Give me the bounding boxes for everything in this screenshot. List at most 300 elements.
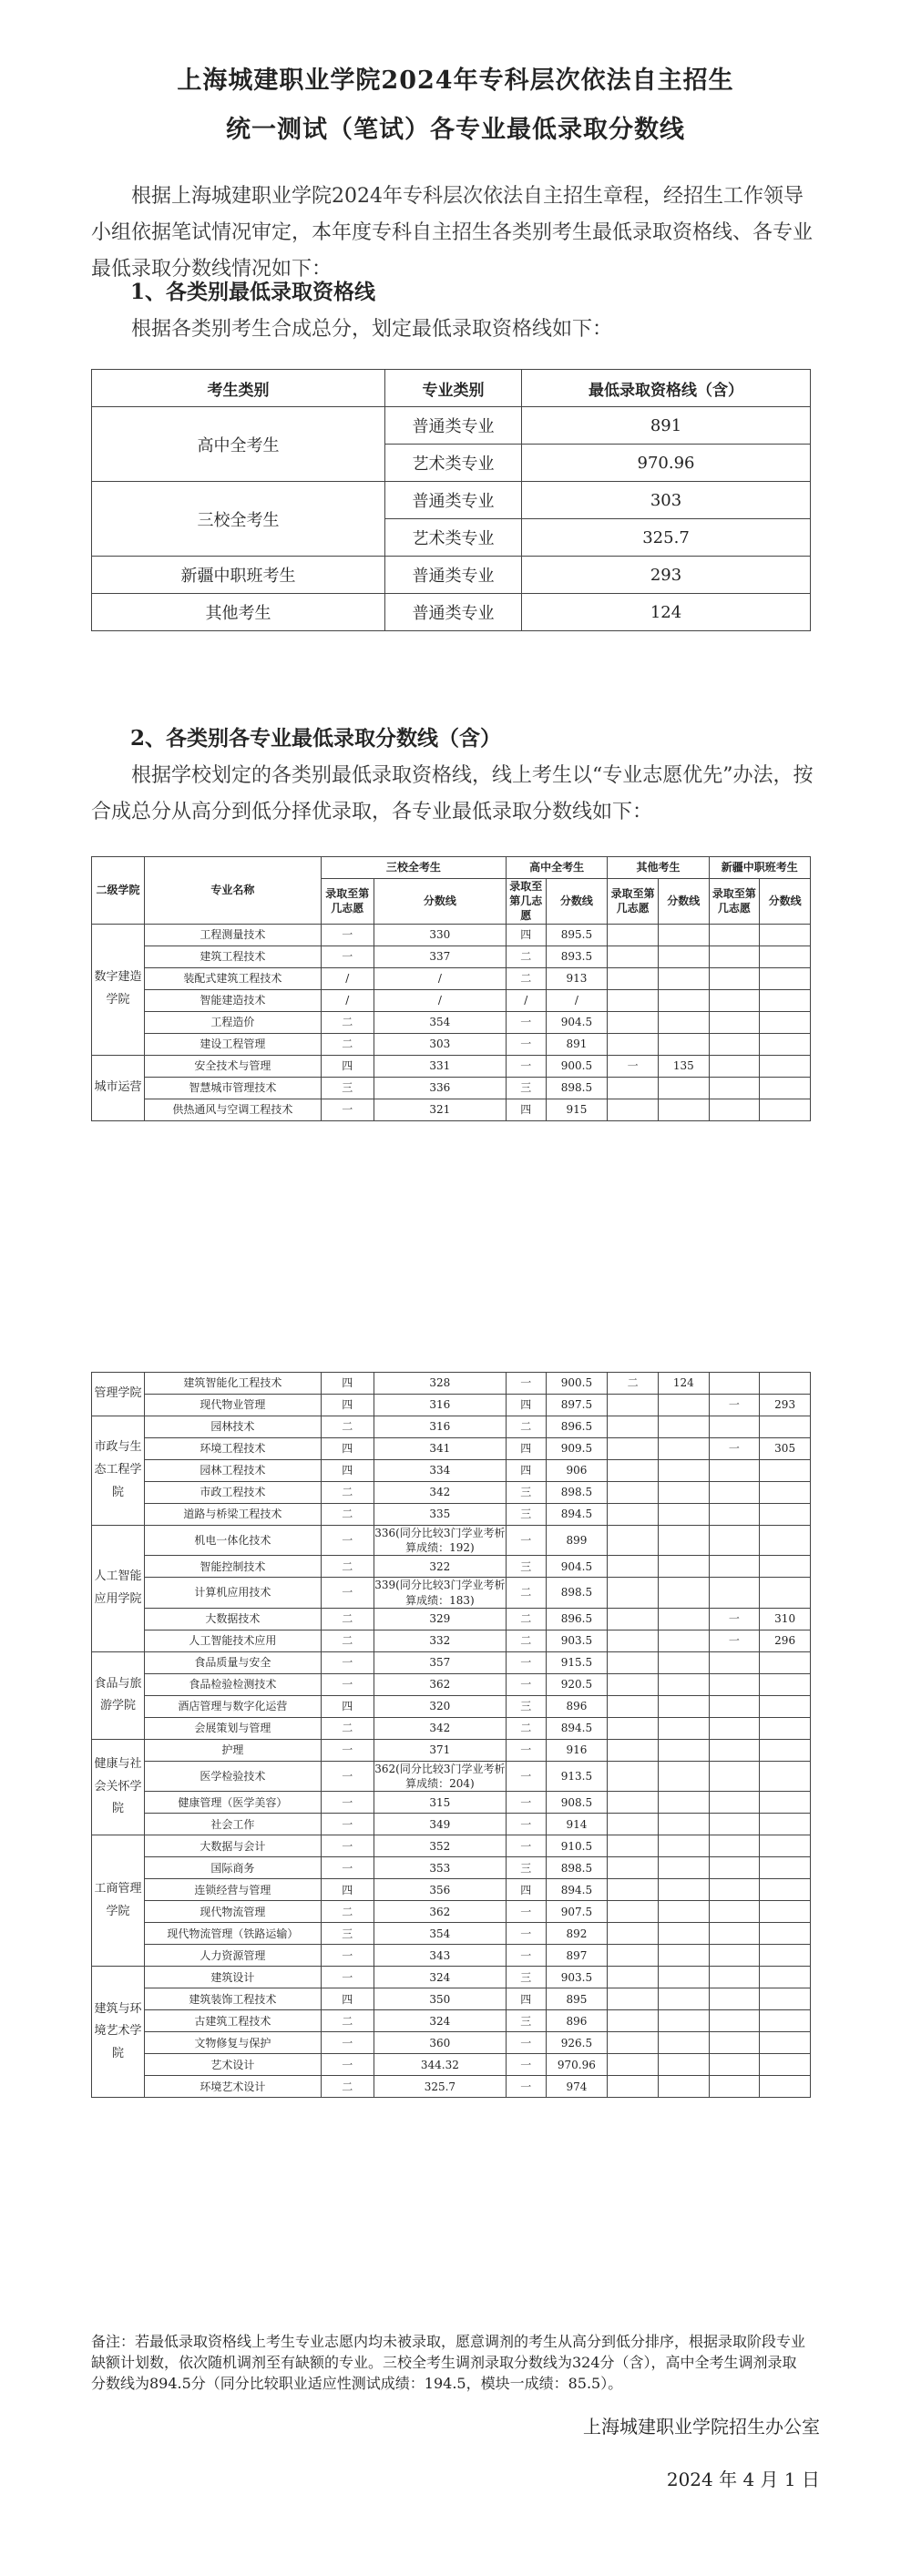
major-name-cell: 道路与桥梁工程技术	[145, 1504, 322, 1526]
gaozhong-rank-cell: 三	[506, 1556, 546, 1578]
header-xinjiang: 新疆中职班考生	[709, 857, 810, 879]
xinjiang-rank-cell	[709, 2054, 760, 2076]
xinjiang-rank-cell: 一	[709, 1630, 760, 1651]
gaozhong-rank-cell: 二	[506, 1578, 546, 1608]
qita-score-cell	[658, 1761, 709, 1791]
xinjiang-score-cell	[760, 1077, 811, 1099]
major-name-cell: 健康管理（医学美容）	[145, 1792, 322, 1814]
gaozhong-score-cell: 898.5	[546, 1077, 608, 1099]
qita-rank-cell	[608, 967, 659, 989]
qita-rank-cell	[608, 1460, 659, 1482]
gaozhong-rank-cell: 四	[506, 924, 546, 946]
xinjiang-score-cell	[760, 989, 811, 1011]
header-gaozhong: 高中全考生	[506, 857, 607, 879]
major-name-cell: 护理	[145, 1739, 322, 1761]
sanxiao-rank-cell: 一	[321, 1526, 374, 1556]
header-min-score: 最低录取资格线（含）	[522, 370, 811, 407]
sanxiao-score-cell: 352	[374, 1835, 506, 1857]
qita-score-cell	[658, 1945, 709, 1967]
qita-score-cell: 135	[658, 1055, 709, 1077]
table-row	[92, 2076, 811, 2098]
qita-rank-cell	[608, 1945, 659, 1967]
qita-score-cell	[658, 1608, 709, 1630]
xinjiang-score-cell	[760, 1695, 811, 1717]
college-cell: 人工智能应用学院	[92, 1526, 145, 1652]
header-sanxiao: 三校全考生	[321, 857, 506, 879]
sanxiao-score-cell: 339(同分比较3门学业考析算成绩：183)	[374, 1579, 506, 1607]
xinjiang-score-cell	[760, 1901, 811, 1923]
table-row	[92, 594, 811, 631]
table-row	[92, 1673, 811, 1695]
gaozhong-rank-cell: 四	[506, 1395, 546, 1416]
table-row	[92, 1395, 811, 1416]
qita-score-cell	[658, 1556, 709, 1578]
qita-rank-cell	[608, 1438, 659, 1460]
header-college: 二级学院	[92, 857, 145, 925]
table-row	[92, 1651, 811, 1673]
major-name-cell: 建筑装饰工程技术	[145, 1988, 322, 2010]
major-name-cell: 现代物流管理（铁路运输）	[145, 1923, 322, 1945]
major-score-table-part1	[91, 856, 811, 1121]
gaozhong-rank-cell: 一	[506, 1814, 546, 1835]
table-row	[92, 1945, 811, 1967]
sanxiao-rank-cell: 二	[321, 1482, 374, 1504]
xinjiang-score-cell	[760, 967, 811, 989]
xinjiang-score-cell: 296	[760, 1630, 811, 1651]
qita-score-cell	[658, 1739, 709, 1761]
table-row	[92, 1835, 811, 1857]
intro-paragraph: 根据上海城建职业学院2024年专科层次依法自主招生章程，经招生工作领导小组依据笔试情况审定，本年度专科自主招生各类别考生最低录取资格线、各专业最低录取分数线情况如下：	[91, 185, 814, 281]
major-name-cell: 建筑智能化工程技术	[145, 1373, 322, 1395]
xinjiang-rank-cell	[709, 1695, 760, 1717]
qita-score-cell	[658, 2010, 709, 2032]
college-cell: 健康与社会关怀学院	[92, 1739, 145, 1835]
sanxiao-rank-cell: /	[321, 967, 374, 989]
table-row	[92, 1695, 811, 1717]
category-cell: 其他考生	[92, 594, 385, 631]
xinjiang-rank-cell	[709, 1373, 760, 1395]
major-name-cell: 建筑工程技术	[145, 946, 322, 967]
xinjiang-score-cell	[760, 1651, 811, 1673]
sanxiao-rank-cell: 二	[321, 1504, 374, 1526]
sanxiao-rank-cell: 一	[321, 1673, 374, 1695]
xinjiang-score-cell: 293	[760, 1395, 811, 1416]
xinjiang-rank-cell: 一	[709, 1438, 760, 1460]
qita-score-cell	[658, 1792, 709, 1814]
qita-score-cell	[658, 1857, 709, 1879]
sanxiao-rank-cell: 一	[321, 1857, 374, 1879]
gaozhong-rank-cell: 一	[506, 1526, 546, 1556]
table-row	[92, 1416, 811, 1438]
score-cell: 124	[522, 594, 811, 631]
gaozhong-score-cell: 910.5	[546, 1835, 608, 1857]
qita-score-cell	[658, 1651, 709, 1673]
sanxiao-score-cell: 344.32	[374, 2054, 506, 2076]
gaozhong-rank-cell: 四	[506, 1099, 546, 1120]
sanxiao-score-cell: 328	[374, 1373, 506, 1395]
table-row	[92, 1556, 811, 1578]
xinjiang-rank-cell	[709, 1857, 760, 1879]
table-row	[92, 1011, 811, 1033]
category-cell: 高中全考生	[92, 407, 385, 482]
gaozhong-rank-cell: 一	[506, 2054, 546, 2076]
qita-rank-cell	[608, 1967, 659, 1988]
qita-score-cell	[658, 1814, 709, 1835]
table-row	[92, 1033, 811, 1055]
xinjiang-rank-cell	[709, 1578, 760, 1608]
header-category: 考生类别	[92, 370, 385, 407]
major-name-cell: 大数据与会计	[145, 1835, 322, 1857]
xinjiang-score-cell	[760, 1857, 811, 1879]
sanxiao-rank-cell: 四	[321, 1055, 374, 1077]
sanxiao-rank-cell: 一	[321, 946, 374, 967]
xinjiang-rank-cell	[709, 1945, 760, 1967]
sanxiao-rank-cell: 二	[321, 1608, 374, 1630]
xinjiang-score-cell	[760, 1814, 811, 1835]
major-name-cell: 人工智能技术应用	[145, 1630, 322, 1651]
qita-score-cell	[658, 1395, 709, 1416]
sanxiao-rank-cell: 一	[321, 2054, 374, 2076]
qita-score-cell	[658, 1879, 709, 1901]
xinjiang-rank-cell	[709, 1792, 760, 1814]
sanxiao-rank-cell: 一	[321, 1578, 374, 1608]
gaozhong-score-cell: /	[546, 989, 608, 1011]
gaozhong-rank-cell: 三	[506, 1504, 546, 1526]
qita-score-cell	[658, 1901, 709, 1923]
gaozhong-rank-cell: 四	[506, 1460, 546, 1482]
gaozhong-rank-cell: 一	[506, 1761, 546, 1791]
xinjiang-rank-cell	[709, 989, 760, 1011]
gaozhong-rank-cell: 二	[506, 1608, 546, 1630]
header-major-type: 专业类别	[385, 370, 522, 407]
xinjiang-rank-cell: 一	[709, 1395, 760, 1416]
sanxiao-rank-cell: 二	[321, 1717, 374, 1739]
major-name-cell: 智能建造技术	[145, 989, 322, 1011]
qita-rank-cell	[608, 1835, 659, 1857]
xinjiang-rank-cell	[709, 967, 760, 989]
xinjiang-score-cell	[760, 1923, 811, 1945]
qita-rank-cell	[608, 1099, 659, 1120]
qita-score-cell	[658, 1460, 709, 1482]
table-row	[92, 1717, 811, 1739]
score-cell: 293	[522, 557, 811, 594]
sanxiao-score-cell: 324	[374, 2010, 506, 2032]
gaozhong-score-cell: 894.5	[546, 1717, 608, 1739]
sanxiao-rank-cell: 二	[321, 1033, 374, 1055]
header-score: 分数线	[374, 879, 506, 925]
sanxiao-score-cell: 354	[374, 1011, 506, 1033]
major-name-cell: 智慧城市管理技术	[145, 1077, 322, 1099]
table-row	[92, 1099, 811, 1120]
gaozhong-score-cell: 894.5	[546, 1879, 608, 1901]
major-name-cell: 文物修复与保护	[145, 2032, 322, 2054]
major-name-cell: 医学检验技术	[145, 1761, 322, 1791]
table-row	[92, 924, 811, 946]
xinjiang-score-cell	[760, 1988, 811, 2010]
sanxiao-score-cell: 316	[374, 1416, 506, 1438]
xinjiang-rank-cell	[709, 1673, 760, 1695]
qita-score-cell	[658, 1695, 709, 1717]
gaozhong-rank-cell: 一	[506, 1835, 546, 1857]
xinjiang-rank-cell	[709, 946, 760, 967]
major-type-cell: 艺术类专业	[385, 445, 522, 482]
xinjiang-rank-cell	[709, 1835, 760, 1857]
xinjiang-score-cell	[760, 1526, 811, 1556]
major-name-cell: 食品检验检测技术	[145, 1673, 322, 1695]
xinjiang-rank-cell	[709, 1761, 760, 1791]
gaozhong-score-cell: 893.5	[546, 946, 608, 967]
qita-score-cell	[658, 1673, 709, 1695]
section2-lead: 根据学校划定的各类别最低录取资格线，线上考生以“专业志愿优先”办法，按合成总分从高分到低分择优录取，各专业最低录取分数线如下：	[91, 764, 814, 823]
table-row	[92, 1879, 811, 1901]
qita-score-cell	[658, 1630, 709, 1651]
qita-rank-cell	[608, 924, 659, 946]
gaozhong-score-cell: 900.5	[546, 1373, 608, 1395]
major-name-cell: 工程造价	[145, 1011, 322, 1033]
sanxiao-score-cell: 341	[374, 1438, 506, 1460]
qita-rank-cell	[608, 1556, 659, 1578]
qita-rank-cell	[608, 946, 659, 967]
xinjiang-rank-cell	[709, 1482, 760, 1504]
gaozhong-score-cell: 897.5	[546, 1395, 608, 1416]
major-name-cell: 供热通风与空调工程技术	[145, 1099, 322, 1120]
sanxiao-rank-cell: 一	[321, 2032, 374, 2054]
gaozhong-score-cell: 899	[546, 1526, 608, 1556]
qita-score-cell	[658, 1988, 709, 2010]
sanxiao-rank-cell: 三	[321, 1077, 374, 1099]
sanxiao-rank-cell: 四	[321, 1395, 374, 1416]
xinjiang-score-cell	[760, 1033, 811, 1055]
qita-rank-cell	[608, 1077, 659, 1099]
qita-rank-cell	[608, 2010, 659, 2032]
qita-rank-cell	[608, 1416, 659, 1438]
sanxiao-rank-cell: 一	[321, 1835, 374, 1857]
qita-rank-cell	[608, 2032, 659, 2054]
gaozhong-score-cell: 896	[546, 1695, 608, 1717]
major-type-cell: 普通类专业	[385, 557, 522, 594]
gaozhong-score-cell: 915	[546, 1099, 608, 1120]
qita-rank-cell	[608, 1814, 659, 1835]
major-type-cell: 普通类专业	[385, 594, 522, 631]
table-row	[92, 1923, 811, 1945]
table-row	[92, 1460, 811, 1482]
xinjiang-rank-cell	[709, 2076, 760, 2098]
sanxiao-rank-cell: 一	[321, 1761, 374, 1791]
gaozhong-rank-cell: 三	[506, 2010, 546, 2032]
sanxiao-rank-cell: 二	[321, 1901, 374, 1923]
sanxiao-score-cell: 362	[374, 1901, 506, 1923]
xinjiang-score-cell	[760, 1099, 811, 1120]
xinjiang-rank-cell	[709, 1923, 760, 1945]
sanxiao-score-cell: 324	[374, 1967, 506, 1988]
xinjiang-rank-cell	[709, 2032, 760, 2054]
gaozhong-score-cell: 903.5	[546, 1967, 608, 1988]
gaozhong-score-cell: 913.5	[546, 1761, 608, 1791]
qita-score-cell	[658, 1438, 709, 1460]
note: 备注：若最低录取资格线上考生专业志愿内均未被录取，愿意调剂的考生从高分到低分排序，根据录取阶段专业缺额计划数，依次随机调剂至有缺额的专业。三校全考生调剂录取分数线为324分（含），高中全考生调剂录取分数线为894.5分（同分比较职业适应性测试成绩：194.5，模块一成绩：85.5）。	[91, 2333, 806, 2392]
xinjiang-score-cell	[760, 1967, 811, 1988]
xinjiang-rank-cell	[709, 1504, 760, 1526]
qita-score-cell	[658, 946, 709, 967]
qita-score-cell	[658, 1835, 709, 1857]
sanxiao-rank-cell: 四	[321, 1460, 374, 1482]
major-name-cell: 机电一体化技术	[145, 1526, 322, 1556]
sanxiao-rank-cell: 二	[321, 2076, 374, 2098]
sanxiao-rank-cell: 四	[321, 1373, 374, 1395]
sanxiao-score-cell: 303	[374, 1033, 506, 1055]
xinjiang-score-cell	[760, 2076, 811, 2098]
xinjiang-score-cell	[760, 1673, 811, 1695]
xinjiang-rank-cell: 一	[709, 1608, 760, 1630]
xinjiang-rank-cell	[709, 1416, 760, 1438]
xinjiang-score-cell	[760, 1504, 811, 1526]
sanxiao-rank-cell: 一	[321, 1651, 374, 1673]
xinjiang-rank-cell	[709, 1967, 760, 1988]
qita-score-cell	[658, 1033, 709, 1055]
qita-rank-cell: 二	[608, 1373, 659, 1395]
xinjiang-score-cell	[760, 2032, 811, 2054]
major-name-cell: 国际商务	[145, 1857, 322, 1879]
major-type-cell: 普通类专业	[385, 407, 522, 445]
gaozhong-rank-cell: 二	[506, 1416, 546, 1438]
table-row	[92, 967, 811, 989]
gaozhong-rank-cell: 一	[506, 1651, 546, 1673]
sanxiao-rank-cell: 四	[321, 1879, 374, 1901]
xinjiang-score-cell	[760, 1739, 811, 1761]
qita-rank-cell	[608, 1923, 659, 1945]
gaozhong-rank-cell: /	[506, 989, 546, 1011]
xinjiang-rank-cell	[709, 1556, 760, 1578]
qita-score-cell	[658, 1011, 709, 1033]
qita-rank-cell	[608, 2054, 659, 2076]
gaozhong-score-cell: 920.5	[546, 1673, 608, 1695]
gaozhong-score-cell: 891	[546, 1033, 608, 1055]
major-name-cell: 环境工程技术	[145, 1438, 322, 1460]
sanxiao-rank-cell: 四	[321, 1988, 374, 2010]
gaozhong-rank-cell: 一	[506, 1792, 546, 1814]
sanxiao-rank-cell: 四	[321, 1695, 374, 1717]
table-row	[92, 1482, 811, 1504]
table-row	[92, 1967, 811, 1988]
gaozhong-rank-cell: 一	[506, 2032, 546, 2054]
sanxiao-score-cell: 325.7	[374, 2076, 506, 2098]
signature-org: 上海城建职业学院招生办公室	[583, 2416, 820, 2438]
xinjiang-score-cell	[760, 1578, 811, 1608]
sanxiao-score-cell: 342	[374, 1482, 506, 1504]
college-cell: 市政与生态工程学院	[92, 1416, 145, 1526]
gaozhong-rank-cell: 二	[506, 1630, 546, 1651]
qita-rank-cell	[608, 1011, 659, 1033]
qita-score-cell	[658, 924, 709, 946]
xinjiang-score-cell: 305	[760, 1438, 811, 1460]
table-row	[92, 946, 811, 967]
sanxiao-score-cell: /	[374, 989, 506, 1011]
header-rank: 录取至第几志愿	[321, 879, 374, 925]
table-row	[92, 1761, 811, 1791]
qita-rank-cell	[608, 1630, 659, 1651]
xinjiang-rank-cell	[709, 1055, 760, 1077]
gaozhong-score-cell: 974	[546, 2076, 608, 2098]
xinjiang-rank-cell	[709, 1011, 760, 1033]
gaozhong-score-cell: 909.5	[546, 1438, 608, 1460]
table-row	[92, 557, 811, 594]
table-row	[92, 1630, 811, 1651]
sanxiao-score-cell: 335	[374, 1504, 506, 1526]
qita-score-cell	[658, 1923, 709, 1945]
major-type-cell: 普通类专业	[385, 482, 522, 519]
qita-score-cell	[658, 1526, 709, 1556]
gaozhong-score-cell: 900.5	[546, 1055, 608, 1077]
sanxiao-rank-cell: 一	[321, 924, 374, 946]
college-cell: 数字建造学院	[92, 924, 145, 1055]
qita-rank-cell	[608, 989, 659, 1011]
gaozhong-score-cell: 915.5	[546, 1651, 608, 1673]
major-name-cell: 工程测量技术	[145, 924, 322, 946]
page-title-line2: 统一测试（笔试）各专业最低录取分数线	[226, 116, 685, 144]
gaozhong-rank-cell: 一	[506, 1011, 546, 1033]
xinjiang-rank-cell	[709, 1033, 760, 1055]
table-row	[92, 1055, 811, 1077]
major-name-cell: 现代物业管理	[145, 1395, 322, 1416]
qita-rank-cell	[608, 2076, 659, 2098]
sanxiao-rank-cell: 一	[321, 1967, 374, 1988]
sanxiao-score-cell: 336	[374, 1077, 506, 1099]
sanxiao-rank-cell: 一	[321, 1739, 374, 1761]
gaozhong-rank-cell: 一	[506, 1055, 546, 1077]
gaozhong-rank-cell: 四	[506, 1879, 546, 1901]
table-row	[92, 1792, 811, 1814]
qualification-table	[91, 369, 811, 631]
gaozhong-rank-cell: 一	[506, 1739, 546, 1761]
sanxiao-rank-cell: 二	[321, 1556, 374, 1578]
sanxiao-rank-cell: 一	[321, 1814, 374, 1835]
page-title-line1: 上海城建职业学院2024年专科层次依法自主招生	[177, 66, 734, 95]
header-rank: 录取至第几志愿	[709, 879, 760, 925]
gaozhong-rank-cell: 二	[506, 1717, 546, 1739]
sanxiao-score-cell: 322	[374, 1556, 506, 1578]
table-header-row	[92, 857, 811, 879]
qita-rank-cell	[608, 1651, 659, 1673]
sanxiao-score-cell: 357	[374, 1651, 506, 1673]
college-cell: 管理学院	[92, 1373, 145, 1416]
gaozhong-score-cell: 895	[546, 1988, 608, 2010]
gaozhong-rank-cell: 一	[506, 1945, 546, 1967]
gaozhong-rank-cell: 一	[506, 1901, 546, 1923]
gaozhong-rank-cell: 三	[506, 1077, 546, 1099]
sanxiao-score-cell: 336(同分比较3门学业考析算成绩：192)	[374, 1527, 506, 1555]
major-name-cell: 艺术设计	[145, 2054, 322, 2076]
qita-score-cell	[658, 1717, 709, 1739]
gaozhong-score-cell: 898.5	[546, 1482, 608, 1504]
sanxiao-score-cell: 315	[374, 1792, 506, 1814]
table-row	[92, 2032, 811, 2054]
gaozhong-score-cell: 926.5	[546, 2032, 608, 2054]
header-rank: 录取至第几志愿	[506, 879, 546, 925]
table-row	[92, 989, 811, 1011]
xinjiang-score-cell	[760, 1761, 811, 1791]
table-row	[92, 1814, 811, 1835]
xinjiang-score-cell	[760, 1879, 811, 1901]
gaozhong-rank-cell: 三	[506, 1967, 546, 1988]
qita-score-cell	[658, 2076, 709, 2098]
gaozhong-score-cell: 903.5	[546, 1630, 608, 1651]
sanxiao-rank-cell: 二	[321, 2010, 374, 2032]
sanxiao-rank-cell: 二	[321, 1630, 374, 1651]
gaozhong-rank-cell: 一	[506, 1033, 546, 1055]
xinjiang-rank-cell	[709, 1814, 760, 1835]
gaozhong-score-cell: 970.96	[546, 2054, 608, 2076]
xinjiang-rank-cell	[709, 1739, 760, 1761]
